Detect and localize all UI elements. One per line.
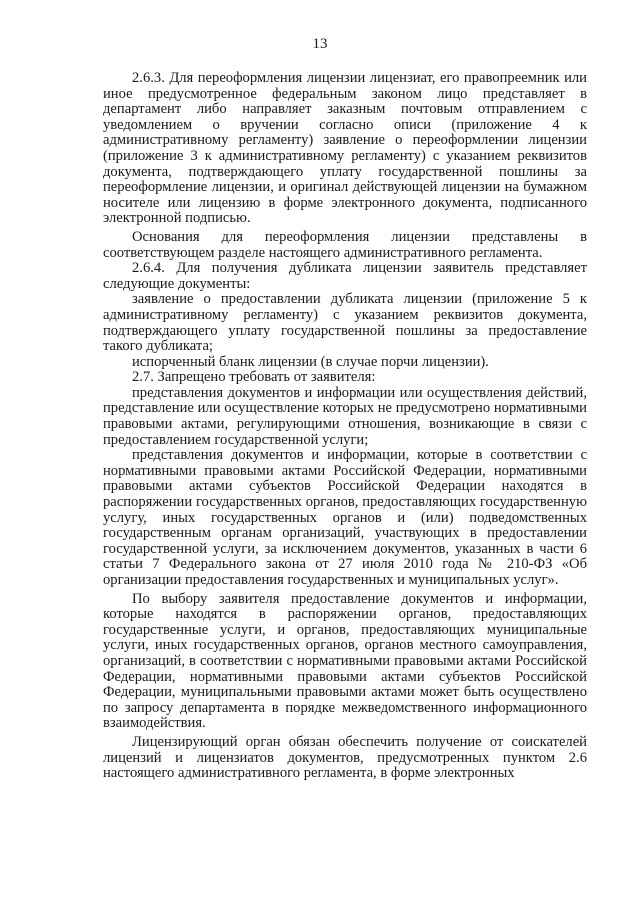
- paragraph-2-6-4: 2.6.4. Для получения дубликата лицензии заявитель представляет следующие документы:: [103, 260, 587, 292]
- paragraph-2-6-3: 2.6.3. Для переоформления лицензии лицензиат, его правопреемник или иное предусмотренное федеральным законом лицо представляет в департамент либо направляет заказным почтовым отправлением с уведомлением о вручении согласно описи (приложение 4 к административному регламенту) заявление о переоформлении лицензии (приложение 3 к административному регламенту) с указанием реквизитов документа, подтверждающего уплату государственной пошлины за переоформление лицензии, и оригинал действующей лицензии на бумажном носителе или лицензию в форме электронного документа, подписанного электронной подписью.: [103, 70, 587, 227]
- paragraph-damaged-form: испорченный бланк лицензии (в случае порчи лицензии).: [132, 353, 489, 370]
- page-number: 13: [312, 36, 328, 52]
- paragraph-reissue-grounds: Основания для переоформления лицензии представлены в соответствующем разделе настоящего административного регламента.: [103, 228, 587, 261]
- paragraph-licensing-authority: Лицензирующий орган обязан обеспечить получение от соискателей лицензий и лицензиатов документов, предусмотренных пунктом 2.6 настоящего административного регламента, в форме электронных: [103, 733, 587, 782]
- paragraph-applicant-choice: По выбору заявителя предоставление документов и информации, которые находятся в распоряжении органов, предоставляющих государственные услуги, и органов, предоставляющих муниципальные услуги, иных государственных органов, органов местного самоуправления, организаций, в соответствии с нормативными правовыми актами Российской Федерации, нормативными правовыми актами субъектов Российской Федерации, муниципальными правовыми актами может быть осуществлено по запросу департамента в порядке межведомственного информационного взаимодействия.: [103, 590, 587, 732]
- document-body: [103, 71, 587, 782]
- paragraph-prohibition-actions: представления документов и информации или осуществления действий, представление или осуществление которых не предусмотрено нормативными правовыми актами, регулирующими отношения, возникающие в связи с предоставлением государственной услуги;: [103, 384, 587, 448]
- paragraph-duplicate-application: заявление о предоставлении дубликата лицензии (приложение 5 к административному регламенту) с указанием реквизитов документа, подтверждающего уплату государственной пошлины за предоставление такого дубликата;: [103, 291, 587, 355]
- paragraph-2-7: 2.7. Запрещено требовать от заявителя:: [132, 369, 376, 386]
- paragraph-prohibition-documents: представления документов и информации, которые в соответствии с нормативными правовыми актами Российской Федерации, нормативными правовыми актами субъектов Российской Федерации находятся в распоряжении государственных органов, предоставляющих государственную услугу, иных государственных органов и (или) подведомственных государственным органам организаций, участвующих в предоставлении государственной услуги, за исключением документов, указанных в части 6 статьи 7 Федерального закона от 27 июля 2010 года № 210-ФЗ «Об организации предоставления государственных и муниципальных услуг».: [103, 447, 587, 588]
